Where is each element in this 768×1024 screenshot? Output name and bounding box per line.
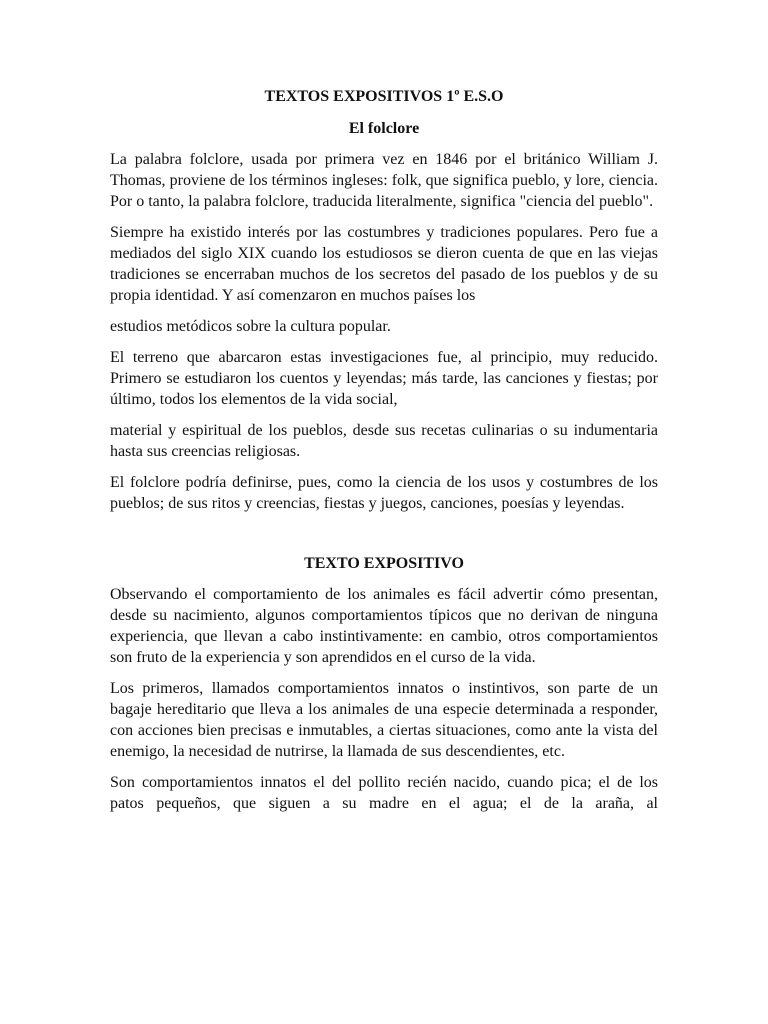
document-page [110, 87, 658, 814]
paragraph: El folclore podría definirse, pues, como la ciencia de los usos y costumbres de los pueblos; de sus ritos y creencias, fiestas y juegos, canciones, poesías y leyendas. [110, 474, 658, 512]
paragraph: estudios metódicos sobre la cultura popular. [110, 318, 391, 335]
paragraph: Los primeros, llamados comportamientos innatos o instintivos, son parte de un bagaje hereditario que lleva a los animales de una especie determinada a responder, con acciones bien precisas e inmutables, a ciertas situaciones, como ante la vista del enemigo, la necesidad de nutrirse, la llamada de sus descendientes, etc. [110, 680, 658, 760]
document-subtitle: El folclore [348, 120, 420, 137]
paragraph: El terreno que abarcaron estas investigaciones fue, al principio, muy reducido. Primero se estudiaron los cuentos y leyendas; más tarde, las canciones y fiestas; por último, todos los elementos de la vida social, [110, 349, 658, 408]
paragraph: material y espiritual de los pueblos, desde sus recetas culinarias o su indumentaria hasta sus creencias religiosas. [110, 422, 658, 460]
section-heading: TEXTO EXPOSITIVO [304, 555, 464, 572]
paragraph: Son comportamientos innatos el del pollito recién nacido, cuando pica; el de los patos pequeños, que siguen a su madre en el agua; el de la araña, al [110, 774, 658, 812]
paragraph: Siempre ha existido interés por las costumbres y tradiciones populares. Pero fue a mediados del siglo XIX cuando los estudiosos se dieron cuenta de que en las viejas tradiciones se encerraban muchos de los secretos del pasado de los pueblos y de su propia identidad. Y así comenzaron en muchos países los [110, 224, 658, 304]
document-title: TEXTOS EXPOSITIVOS 1º E.S.O [264, 88, 504, 105]
paragraph: Observando el comportamiento de los animales es fácil advertir cómo presentan, desde su nacimiento, algunos comportamientos típicos que no derivan de ninguna experiencia, que llevan a cabo instintivamente: en cambio, otros comportamientos son fruto de la experiencia y son aprendidos en el curso de la vida. [110, 586, 658, 666]
paragraph: La palabra folclore, usada por primera vez en 1846 por el británico William J. Thomas, proviene de los términos ingleses: folk, que significa pueblo, y lore, ciencia. Por o tanto, la palabra folclore, traducida literalmente, significa "ciencia del pueblo". [110, 151, 658, 210]
